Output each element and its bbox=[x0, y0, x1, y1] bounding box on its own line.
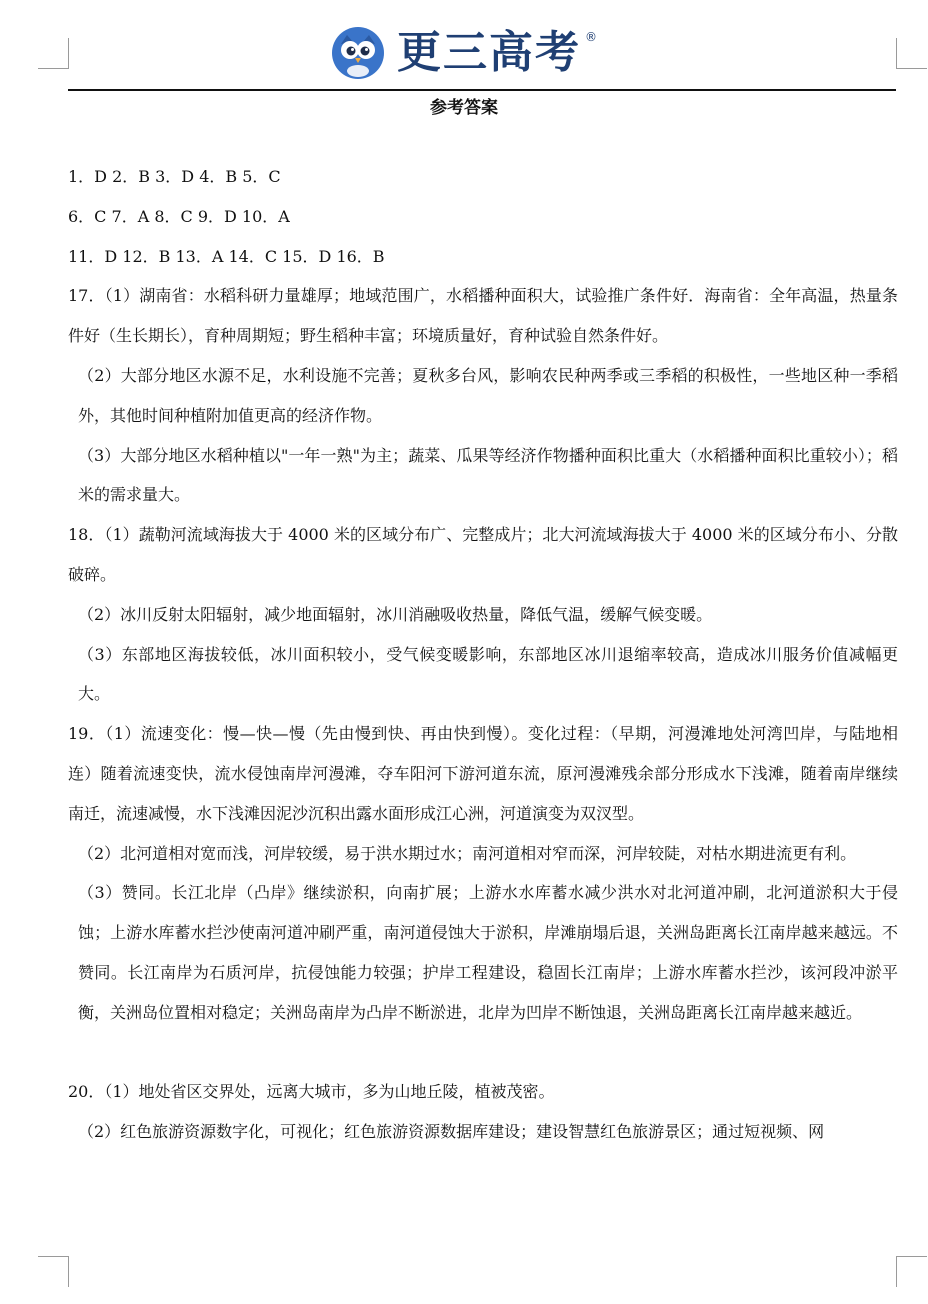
registered-mark: ® bbox=[585, 30, 597, 44]
q19-part-3: （3）赞同。长江北岸（凸岸》继续淤积，向南扩展；上游水水库蓄水减少洪水对北河道冲刷，北河道淤积大于侵蚀；上游水库蓄水拦沙使南河道冲刷严重，南河道侵蚀大于淤积，岸滩崩塌后退，关洲岛距离长江南岸越来越远。不赞同。长江南岸为石质河岸，抗侵蚀能力较强；护岸工程建设，稳固长江南岸；上游水库蓄水拦沙，该河段冲淤平衡，关洲岛位置相对稳定；关洲岛南岸为凸岸不断淤进，北岸为凹岸不断蚀退，关洲岛距离长江南岸越来越近。 bbox=[78, 883, 898, 1022]
owl-logo-icon bbox=[331, 26, 385, 80]
q17-part-1: 17．（1）湖南省：水稻科研力量雄厚；地域范围广，水稻播种面积大，试验推广条件好．海南省：全年高温，热量条件好（生长期长），育种周期短；野生稻种丰富；环境质量好，育种试验自然条件好。 bbox=[68, 286, 898, 346]
answers-line-3: 11．D 12．B 13．A 14．C 15．D 16．B bbox=[68, 246, 385, 266]
crop-mark-bottom-right bbox=[896, 1256, 927, 1287]
header-rule bbox=[68, 89, 896, 91]
page-title: 参考答案 bbox=[430, 98, 498, 118]
q18-part-1: 18．（1）蔬勒河流域海拔大于 4000 米的区域分布广、完整成片；北大河流域海拔大于 4000 米的区域分布小、分散破碎。 bbox=[68, 525, 898, 584]
q19-part-1: 19．（1）流速变化：慢—快—慢（先由慢到快、再由快到慢）。变化过程：（早期，河漫滩地处河湾凹岸，与陆地相连）随着流速变快，流水侵蚀南岸河漫滩，夺车阳河下游河道东流，原河漫滩残余部分形成水下浅滩，随着南岸继续南迁，流速减慢，水下浅滩因泥沙沉积出露水面形成江心洲，河道演变为双汊型。 bbox=[68, 724, 898, 823]
q18-part-2: （2）冰川反射太阳辐射，减少地面辐射，冰川消融吸收热量，降低气温，缓解气候变暖。 bbox=[78, 604, 713, 624]
q17-part-3: （3）大部分地区水稻种植以"一年一熟"为主；蔬菜、瓜果等经济作物播种面积比重大（水稻播种面积比重较小）；稻米的需求量大。 bbox=[78, 445, 898, 505]
q20-part-2: （2）红色旅游资源数字化，可视化；红色旅游资源数据库建设；建设智慧红色旅游景区；通过短视频、网 bbox=[78, 1122, 825, 1142]
q19-part-2: （2）北河道相对宽而浅，河岸较缓，易于洪水期过水；南河道相对窄而深，河岸较陡，对枯水期进流更有利。 bbox=[78, 843, 857, 863]
q18-part-3: （3）东部地区海拔较低，冰川面积较小，受气候变暖影响，东部地区冰川退缩率较高，造成冰川服务价值减幅更大。 bbox=[78, 644, 898, 704]
crop-mark-bottom-left bbox=[38, 1256, 69, 1287]
brand-name: 更三高考 bbox=[397, 27, 581, 78]
q17-part-2: （2）大部分地区水源不足，水利设施不完善；夏秋多台风，影响农民种两季或三季稻的积极性，一些地区种一季稻外，其他时间种植附加值更高的经济作物。 bbox=[78, 365, 898, 425]
answer-content bbox=[68, 157, 898, 1152]
answers-line-1: 1．D 2．B 3．D 4．B 5．C bbox=[68, 167, 281, 186]
page-header bbox=[0, 22, 928, 84]
answers-line-2: 6．C 7．A 8．C 9．D 10．A bbox=[68, 206, 290, 226]
q20-part-1: 20．（1）地处省区交界处，远离大城市，多为山地丘陵，植被茂密。 bbox=[68, 1082, 555, 1102]
section-spacer bbox=[68, 1033, 898, 1073]
brand-logo bbox=[331, 26, 597, 80]
